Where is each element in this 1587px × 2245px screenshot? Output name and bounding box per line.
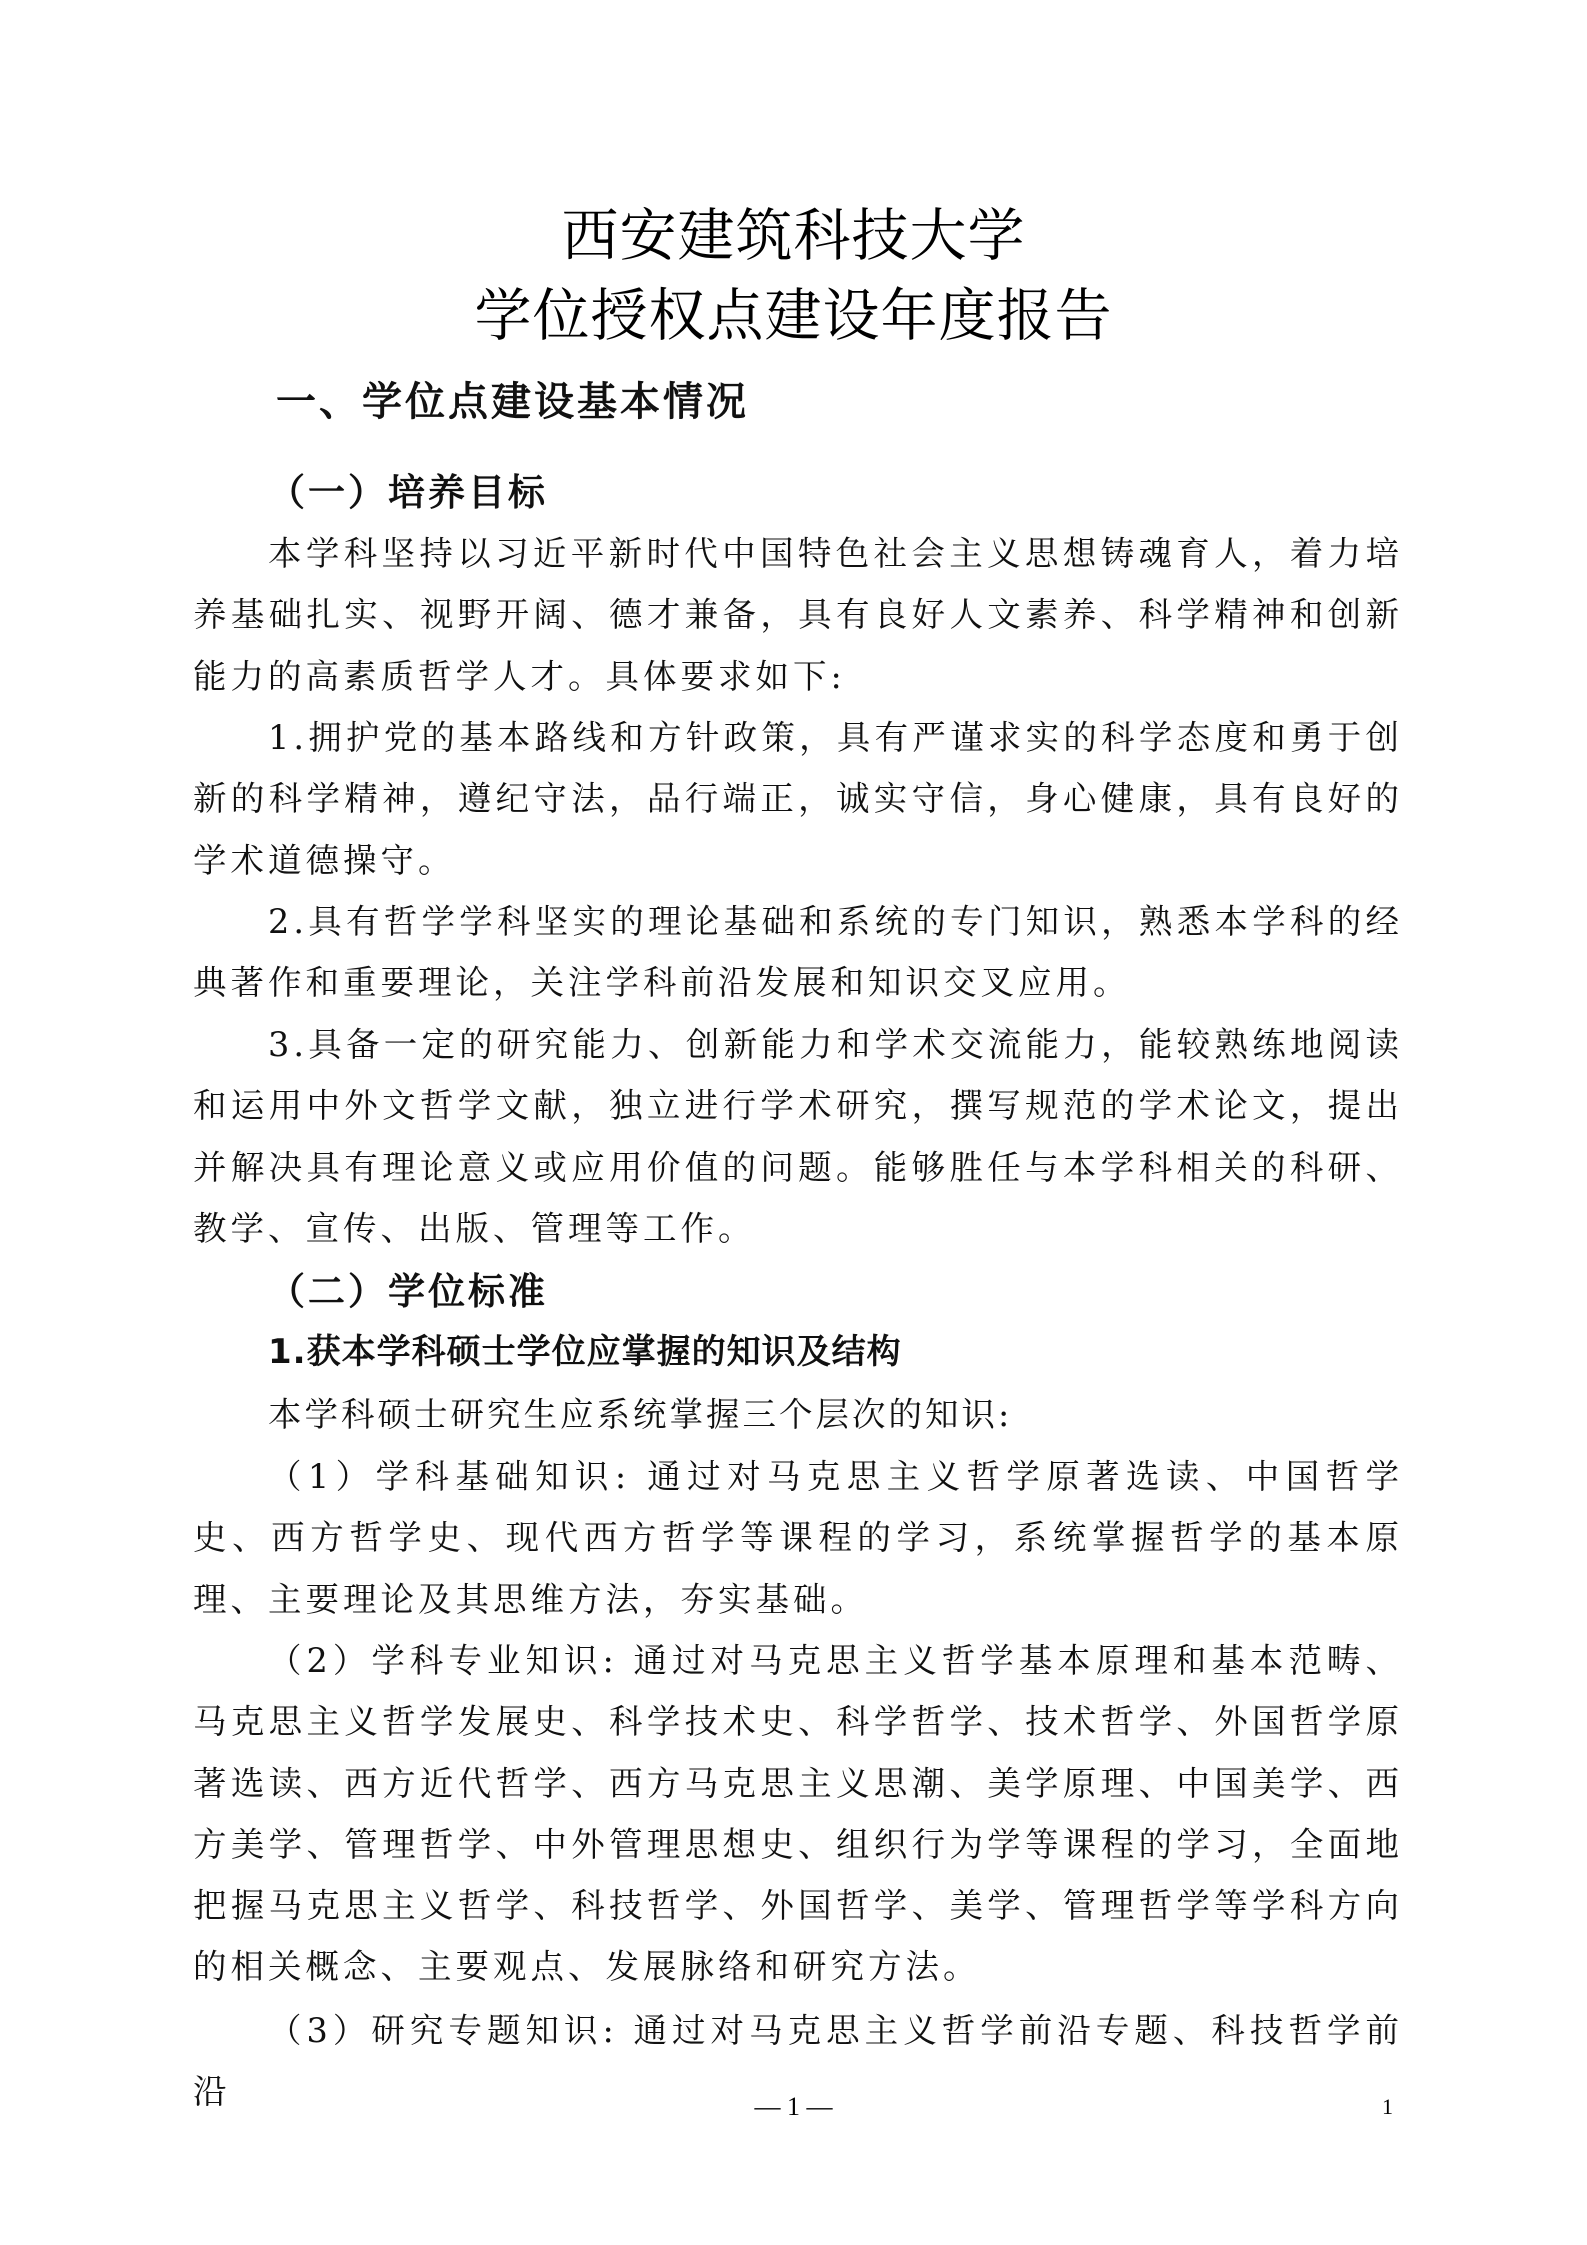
- document-title-line1: 西安建筑科技大学: [561, 203, 1026, 269]
- paragraph: （1）学科基础知识: 通过对马克思主义哲学原著选读、中国哲学史、西方哲学史、现代西方哲学等课程的学习，系统掌握哲学的基本原理、主要理论及其思维方法，夯实基础。: [193, 1457, 1403, 1619]
- page-number-center: — 1 —: [754, 2092, 833, 2121]
- paragraph: （2）学科专业知识: 通过对马克思主义哲学基本原理和基本范畴、马克思主义哲学发展史、科学技术史、科学哲学、技术哲学、外国哲学原著选读、西方近代哲学、西方马克思主义思潮、美学原理、中国美学、西方美学、管理哲学、中外管理思想史、组织行为学等课程的学习，全面地把握马克思主义哲学、科技哲学、外国哲学、美学、管理哲学等学科方向的相关概念、主要观点、发展脉络和研究方法。: [193, 1641, 1403, 1987]
- paragraph: 本学科硕士研究生应系统掌握三个层次的知识:: [268, 1395, 1013, 1434]
- paragraph: 3.具备一定的研究能力、创新能力和学术交流能力，能较熟练地阅读和运用中外文哲学文献，独立进行学术研究，撰写规范的学术论文，提出并解决具有理论意义或应用价值的问题。能够胜任与本学科相关的科研、教学、宣传、出版、管理等工作。: [193, 1025, 1403, 1248]
- subsection-heading-degree-standards: （二）学位标准: [268, 1270, 548, 1313]
- paragraph: 2.具有哲学学科坚实的理论基础和系统的专门知识，熟悉本学科的经典著作和重要理论，关注学科前沿发展和知识交叉应用。: [193, 902, 1403, 1003]
- item-heading: 1.获本学科硕士学位应掌握的知识及结构: [268, 1332, 902, 1372]
- page-number-right: 1: [1382, 2094, 1393, 2119]
- paragraph: 本学科坚持以习近平新时代中国特色社会主义思想铸魂育人，着力培养基础扎实、视野开阔、德才兼备，具有良好人文素养、科学精神和创新能力的高素质哲学人才。具体要求如下:: [193, 534, 1403, 696]
- document-title-line2: 学位授权点建设年度报告: [474, 283, 1113, 349]
- subsection-heading-training-goals: （一）培养目标: [268, 471, 548, 514]
- section-heading: 一、学位点建设基本情况: [276, 379, 749, 425]
- paragraph: （3）研究专题知识: 通过对马克思主义哲学前沿专题、科技哲学前沿: [193, 2011, 1403, 2112]
- paragraph: 1.拥护党的基本路线和方针政策，具有严谨求实的科学态度和勇于创新的科学精神，遵纪守法，品行端正，诚实守信，身心健康，具有良好的学术道德操守。: [193, 718, 1403, 880]
